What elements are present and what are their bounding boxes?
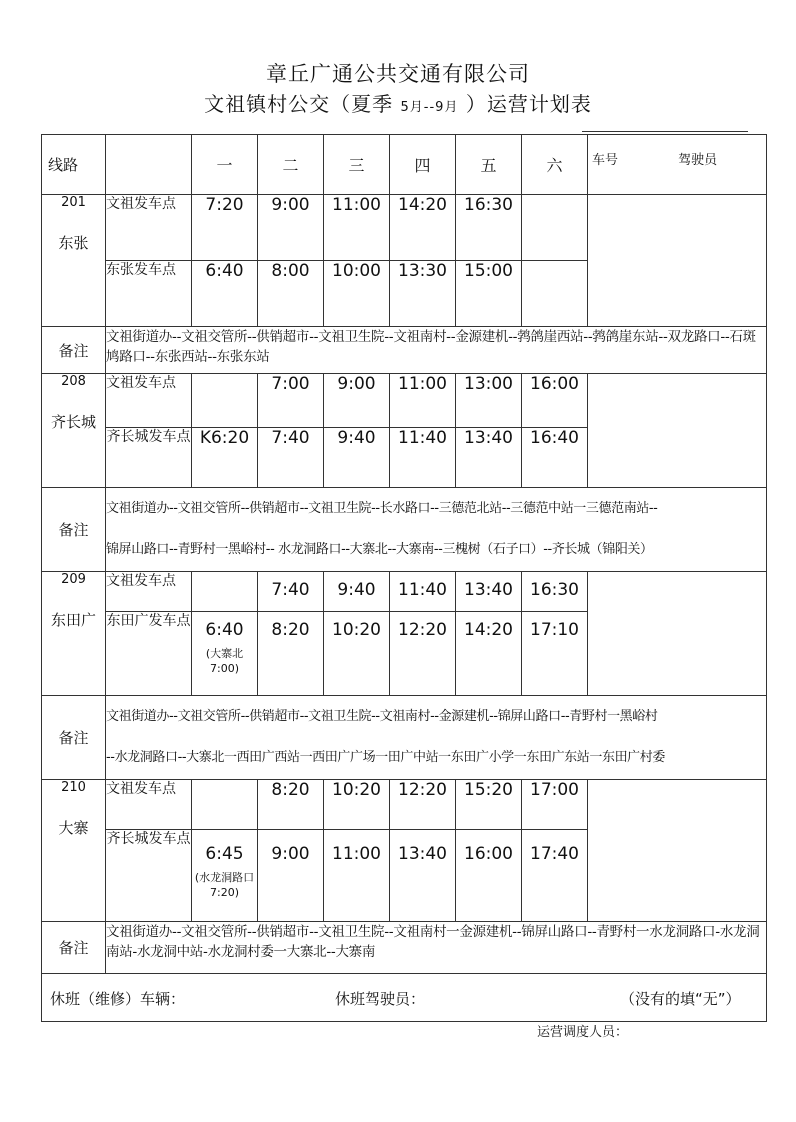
departure-label: 东田广发车点 <box>106 612 192 696</box>
time-cell: 7:00 <box>258 374 324 428</box>
departure-label: 文祖发车点 <box>106 195 192 261</box>
time-cell <box>522 195 588 261</box>
time-cell <box>192 830 258 922</box>
header-day-2: 二 <box>258 135 324 195</box>
time-footnote: (大寨北7:00) <box>205 647 244 675</box>
route-208-note-row <box>42 488 767 572</box>
time-cell: 7:40 <box>258 428 324 488</box>
company-title: 章丘广通公共交通有限公司 <box>266 62 530 86</box>
header-day-5: 五 <box>456 135 522 195</box>
time-cell: 7:40 <box>258 572 324 612</box>
time-cell: 8:20 <box>258 612 324 696</box>
note-label: 备注 <box>42 327 106 374</box>
time-cell: 13:40 <box>390 830 456 922</box>
plan-title-main: 文祖镇村公交（夏季 <box>204 92 394 116</box>
time-cell: 10:20 <box>324 612 390 696</box>
time-cell: 11:00 <box>324 830 390 922</box>
time-cell: 17:10 <box>522 612 588 696</box>
route-name: 东田广 <box>50 611 96 629</box>
time-cell: 11:00 <box>324 195 390 261</box>
time-cell: 6:40 <box>192 261 258 327</box>
time-cell: 10:00 <box>324 261 390 327</box>
route-210-note-row <box>42 922 767 974</box>
time-cell: 9:00 <box>258 195 324 261</box>
time-cell: 11:00 <box>390 374 456 428</box>
route-201-note-row <box>42 327 767 374</box>
rest-driver-label: 休班驾驶员： <box>335 989 426 1008</box>
route-stops-note <box>106 696 767 780</box>
dispatcher-signature-label: 运营调度人员： <box>537 1025 629 1040</box>
plan-title <box>0 88 796 117</box>
time-value: 6:40 <box>205 620 244 640</box>
time-cell: 10:20 <box>324 780 390 830</box>
route-number: 209 <box>61 572 86 587</box>
route-208-cell <box>42 374 106 488</box>
note-label: 备注 <box>42 488 106 572</box>
route-201-cell <box>42 195 106 327</box>
departure-label: 东张发车点 <box>106 261 192 327</box>
time-cell <box>192 780 258 830</box>
time-cell: 9:40 <box>324 428 390 488</box>
time-cell: 8:20 <box>258 780 324 830</box>
time-cell: 13:30 <box>390 261 456 327</box>
time-cell: 16:30 <box>522 572 588 612</box>
time-cell: 15:00 <box>456 261 522 327</box>
route-209-note-row <box>42 696 767 780</box>
car-driver-cell[interactable] <box>588 780 767 922</box>
time-cell <box>522 261 588 327</box>
time-cell: 11:40 <box>390 572 456 612</box>
time-cell: 14:20 <box>390 195 456 261</box>
time-cell: 13:00 <box>456 374 522 428</box>
header-day-1: 一 <box>192 135 258 195</box>
header-car-driver <box>588 135 767 195</box>
header-day-3: 三 <box>324 135 390 195</box>
route-number: 208 <box>61 374 86 389</box>
time-cell: 16:00 <box>456 830 522 922</box>
note-label: 备注 <box>42 922 106 974</box>
time-cell: 13:40 <box>456 572 522 612</box>
note-line-2: --水龙洞路口--大寨北一西田广西站一西田广广场一田广中站一东田广小学一东田广东站一东田广村委 <box>106 750 665 765</box>
departure-label: 齐长城发车点 <box>106 830 192 922</box>
time-cell: 8:00 <box>258 261 324 327</box>
header-row <box>42 135 767 195</box>
footer-row <box>42 974 767 1022</box>
time-cell: 13:40 <box>456 428 522 488</box>
header-day-4: 四 <box>390 135 456 195</box>
time-value: 6:45 <box>205 844 244 864</box>
route-name: 东张 <box>58 234 89 252</box>
time-cell: 9:40 <box>324 572 390 612</box>
footer-cell[interactable] <box>42 974 767 1022</box>
car-driver-cell[interactable] <box>588 572 767 696</box>
route-210-cell <box>42 780 106 922</box>
departure-label: 文祖发车点 <box>106 374 192 428</box>
header-driver: 驾驶员 <box>678 153 718 168</box>
time-cell: 17:00 <box>522 780 588 830</box>
plan-title-end: ）运营计划表 <box>465 92 592 116</box>
time-cell: 12:20 <box>390 612 456 696</box>
time-cell: 15:20 <box>456 780 522 830</box>
car-driver-cell[interactable] <box>588 195 767 327</box>
route-209-row-1 <box>42 572 767 612</box>
time-cell: 11:40 <box>390 428 456 488</box>
route-number: 201 <box>61 195 86 210</box>
fill-hint: （没有的填“无”） <box>620 989 741 1008</box>
time-cell: 7:20 <box>192 195 258 261</box>
route-208-row-1 <box>42 374 767 428</box>
route-stops-note: 文祖街道办--文祖交管所--供销超市--文祖卫生院--文祖南村一金源建机--锦屏山路口--青野村一水龙洞路口-水龙洞南站-水龙洞中站-水龙洞村委一大寨北--大寨南 <box>106 922 767 974</box>
departure-label: 齐长城发车点 <box>106 428 192 488</box>
time-cell <box>192 374 258 428</box>
time-cell: 16:40 <box>522 428 588 488</box>
time-cell: K6:20 <box>192 428 258 488</box>
header-car-no: 车号 <box>592 153 619 168</box>
route-name: 大寨 <box>58 819 89 837</box>
time-footnote: (水龙洞路口 7:20) <box>194 871 255 899</box>
route-201-row-1 <box>42 195 767 261</box>
note-line-2: 锦屏山路口--青野村一黑峪村-- 水龙洞路口--大寨北--大寨南--三槐树（石子口）--齐长城（锦阳关） <box>106 542 653 557</box>
departure-label: 文祖发车点 <box>106 572 192 612</box>
note-label: 备注 <box>42 696 106 780</box>
header-route: 线路 <box>42 135 106 195</box>
time-cell: 16:00 <box>522 374 588 428</box>
route-stops-note <box>106 488 767 572</box>
time-cell: 16:30 <box>456 195 522 261</box>
route-stops-note: 文祖街道办--文祖交管所--供销超市--文祖卫生院--文祖南村--金源建机--鹁鸽崖西站--鹁鸽崖东站--双龙路口--石斑鸠路口--东张西站--东张东站 <box>106 327 767 374</box>
time-cell: 9:00 <box>324 374 390 428</box>
car-driver-cell[interactable] <box>588 374 767 488</box>
time-cell <box>192 612 258 696</box>
header-day-6: 六 <box>522 135 588 195</box>
departure-label: 文祖发车点 <box>106 780 192 830</box>
route-210-row-1 <box>42 780 767 830</box>
note-line-1: 文祖街道办--文祖交管所--供销超市--文祖卫生院--文祖南村--金源建机--锦屏山路口--青野村一黑峪村 <box>106 709 658 724</box>
plan-title-months: 5月--9月 <box>400 100 459 115</box>
time-cell: 9:00 <box>258 830 324 922</box>
route-number: 210 <box>61 780 86 795</box>
note-line-1: 文祖街道办--文祖交管所--供销超市--文祖卫生院--长水路口--三德范北站--三德范中站一三德范南站-- <box>106 501 658 516</box>
top-rule <box>582 131 748 132</box>
rest-vehicle-label: 休班（维修）车辆： <box>50 989 186 1008</box>
time-cell: 12:20 <box>390 780 456 830</box>
time-cell: 17:40 <box>522 830 588 922</box>
time-cell <box>192 572 258 612</box>
route-name: 齐长城 <box>50 413 96 431</box>
route-209-cell <box>42 572 106 696</box>
time-cell: 14:20 <box>456 612 522 696</box>
header-blank <box>106 135 192 195</box>
schedule-table <box>41 134 767 1022</box>
